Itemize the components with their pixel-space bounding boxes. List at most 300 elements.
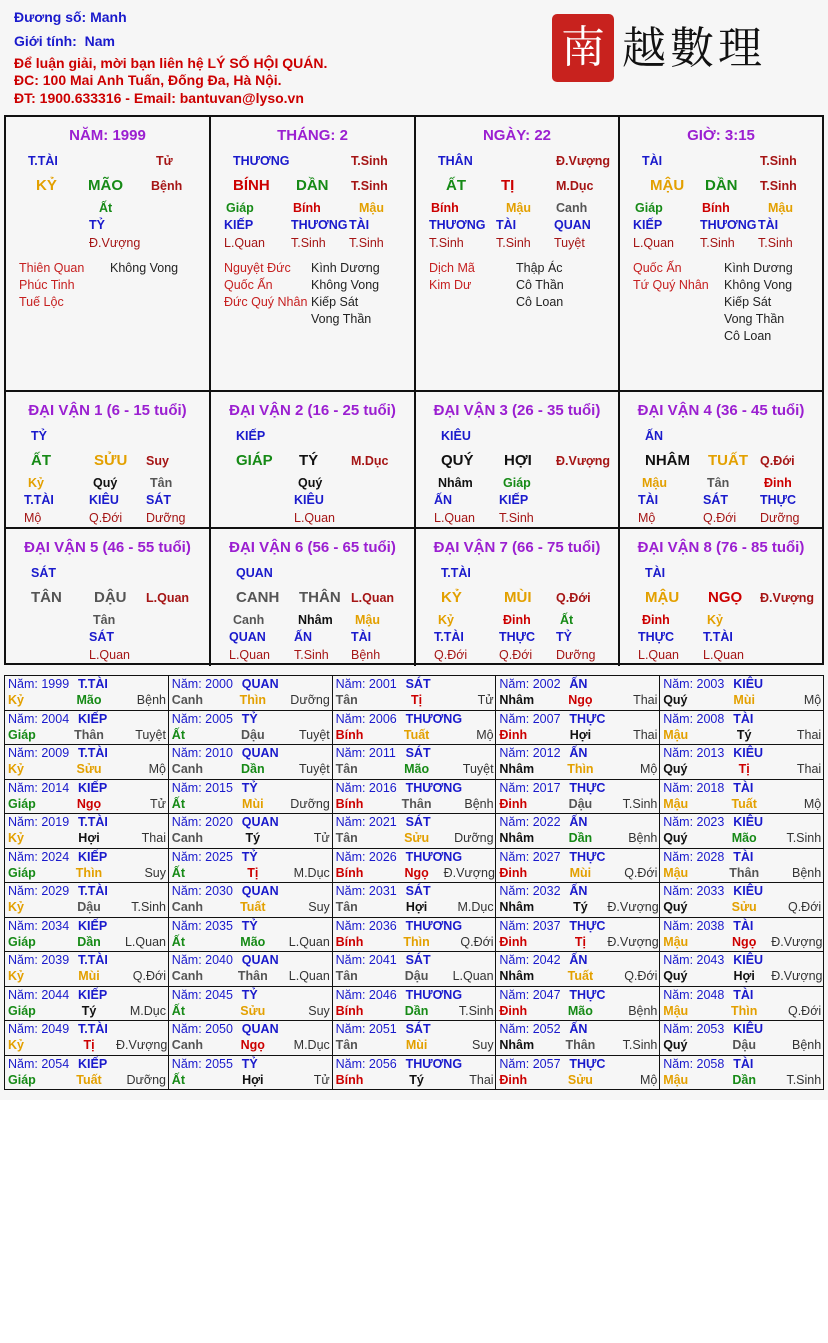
year-ten-god: SÁT [405, 1022, 431, 1036]
year-ten-god: ẤN [569, 746, 588, 760]
dai-van-hidden-god: QUAN [229, 630, 266, 644]
year-cell[interactable] [168, 779, 332, 814]
year-state: Đ.Vượng [771, 934, 823, 949]
year-ten-god: TỶ [241, 711, 258, 726]
year-stem: Mậu [663, 727, 689, 742]
year-cell[interactable] [660, 676, 824, 711]
year-branch: Thìn [75, 865, 103, 880]
dai-van-hidden-state: Q.Đới [434, 648, 468, 662]
year-state: Tuyệt [135, 727, 166, 742]
year-stem: Kỷ [8, 1038, 24, 1052]
year-row [5, 883, 824, 918]
year-cell[interactable] [496, 814, 660, 849]
year-state: Đ.Vượng [771, 969, 823, 983]
year-stem: Giáp [8, 796, 36, 811]
year-branch: Mùi [569, 865, 592, 880]
year-state: Q.Đới [460, 934, 494, 949]
pillar-branch-state: Bệnh [151, 179, 183, 193]
year-row [5, 1055, 824, 1090]
year-state: Tuyệt [462, 762, 494, 776]
dai-van-hidden-stem: Kỷ [438, 613, 454, 627]
year-number: Năm: 2014 [8, 780, 70, 795]
dai-van-title: ĐẠI VẬN 8 (76 - 85 tuổi) [637, 539, 805, 556]
dai-van-hidden-god: KIÊU [294, 493, 324, 507]
dai-van-hidden-state: L.Quan [703, 648, 745, 662]
year-stem: Kỷ [8, 762, 24, 776]
pillars-grid [4, 115, 824, 665]
hidden-state: T.Sinh [291, 236, 326, 250]
year-number: Năm: 2017 [499, 780, 561, 795]
year-number: Năm: 2027 [499, 849, 561, 864]
year-branch: Ngọ [404, 865, 429, 880]
year-branch: Thìn [403, 934, 430, 949]
dai-van-6 [211, 529, 416, 666]
year-ten-god: THỰC [569, 918, 606, 933]
dai-van-hidden-stem: Ất [560, 613, 574, 627]
year-cell[interactable] [496, 883, 660, 918]
year-cell[interactable] [5, 848, 169, 883]
year-ten-god: TÀI [733, 711, 754, 726]
dai-van-hidden-god: T.TÀI [434, 630, 464, 644]
year-cell[interactable] [5, 1021, 169, 1056]
year-cell[interactable] [332, 814, 496, 849]
year-ten-god: SÁT [405, 953, 431, 967]
year-cell[interactable] [5, 779, 169, 814]
year-state: Dưỡng [290, 796, 330, 811]
year-ten-god: T.TÀI [78, 815, 108, 829]
year-state: T.Sinh [786, 831, 822, 845]
hidden-stem: Giáp [226, 201, 254, 215]
dai-van-hidden-state: Dưỡng [760, 511, 800, 525]
year-number: Năm: 2056 [335, 1056, 397, 1071]
pillar-top-state: Tử [156, 154, 173, 168]
pillar-branch: MÃO [88, 177, 123, 194]
year-ten-god: QUAN [241, 677, 279, 691]
year-cell[interactable] [332, 676, 496, 711]
dai-van-branch: DẬU [94, 589, 127, 606]
dai-van-state: Q.Đới [556, 591, 591, 605]
dai-van-hidden-god: TÀI [351, 630, 372, 644]
dai-van-hidden-stem: Mậu [642, 476, 667, 490]
year-cell[interactable] [168, 952, 332, 987]
year-number: Năm: 2040 [171, 953, 233, 967]
dai-van-1 [6, 392, 211, 529]
year-cell[interactable] [332, 710, 496, 745]
hidden-state: L.Quan [224, 236, 266, 250]
year-ten-god: THƯƠNG [405, 987, 463, 1002]
year-number: Năm: 2042 [499, 953, 561, 967]
hidden-god: TÀI [758, 218, 779, 232]
year-branch: Tuất [240, 900, 266, 914]
dai-van-stem: CANH [236, 589, 280, 606]
year-state: Q.Đới [624, 865, 658, 880]
dai-van-top-god: TÀI [645, 566, 666, 580]
year-branch: Tuất [76, 1072, 102, 1087]
year-number: Năm: 2058 [663, 1056, 725, 1071]
year-stem: Bính [335, 865, 364, 880]
year-branch: Thìn [730, 1003, 758, 1018]
year-stem: Ất [171, 934, 185, 949]
year-cell[interactable] [5, 952, 169, 987]
year-stem: Giáp [8, 1072, 36, 1087]
year-ten-god: ẤN [569, 953, 588, 967]
year-state: Đ.Vượng [607, 934, 659, 949]
year-cell[interactable] [168, 710, 332, 745]
pillar-top-star: THƯƠNG [233, 154, 290, 168]
year-branch: Dậu [568, 796, 593, 811]
year-branch: Ngọ [240, 1038, 265, 1052]
year-state: Thai [633, 693, 658, 707]
year-number: Năm: 2018 [663, 780, 725, 795]
year-state: Đ.Vượng [607, 900, 659, 914]
year-cell[interactable] [168, 883, 332, 918]
year-cell[interactable] [168, 676, 332, 711]
year-cell[interactable] [5, 917, 169, 952]
year-branch: Dần [568, 831, 593, 845]
year-cell[interactable] [168, 745, 332, 780]
dai-van-hidden-stem: Tân [707, 476, 730, 490]
year-ten-god: T.TÀI [78, 884, 108, 898]
year-cell[interactable] [5, 883, 169, 918]
year-cell[interactable] [496, 986, 660, 1021]
pillar-stem: ẤT [446, 177, 466, 194]
year-branch: Thân [729, 865, 760, 880]
year-stem: Ất [171, 865, 185, 880]
year-cell[interactable] [660, 883, 824, 918]
year-stem: Canh [171, 969, 204, 983]
year-row [5, 745, 824, 780]
year-branch: Thân [401, 796, 432, 811]
year-number: Năm: 2046 [335, 987, 397, 1002]
hidden-stem: Bính [293, 201, 321, 215]
year-ten-god: SÁT [405, 815, 431, 829]
year-state: Bệnh [791, 865, 822, 880]
year-cell[interactable] [332, 1055, 496, 1090]
year-cell[interactable] [660, 814, 824, 849]
year-state: Mộ [148, 762, 166, 776]
dai-van-state: L.Quan [351, 591, 395, 605]
year-stem: Giáp [8, 865, 36, 880]
hidden-state: Đ.Vượng [89, 236, 141, 250]
dai-van-hidden-stem: Mậu [355, 613, 380, 627]
year-cell[interactable] [5, 745, 169, 780]
year-cell[interactable] [660, 952, 824, 987]
year-cell[interactable] [332, 917, 496, 952]
dai-van-hidden-god: T.TÀI [24, 493, 54, 507]
year-state: T.Sinh [786, 1072, 822, 1087]
year-branch: Mão [76, 693, 102, 707]
logo-calligraphy: 越數理 [622, 23, 766, 74]
year-ten-god: KIẾP [78, 987, 108, 1002]
year-cell[interactable] [332, 952, 496, 987]
year-branch: Tị [411, 693, 423, 707]
year-branch: Thân [74, 727, 104, 742]
year-number: Năm: 2007 [499, 711, 561, 726]
year-branch: Mùi [405, 1038, 428, 1052]
year-ten-god: ẤN [569, 815, 588, 829]
year-cell[interactable] [496, 676, 660, 711]
year-cell[interactable] [660, 986, 824, 1021]
year-cell[interactable] [5, 676, 169, 711]
year-state: Thai [633, 727, 658, 742]
year-number: Năm: 2011 [335, 746, 396, 760]
year-cell[interactable] [660, 1055, 824, 1090]
year-ten-god: QUAN [241, 884, 279, 898]
dai-van-top-god: KIẾP [236, 429, 266, 443]
dai-van-stem: TÂN [31, 589, 62, 606]
year-number: Năm: 2045 [171, 987, 233, 1002]
hidden-stem: Bính [431, 201, 459, 215]
year-branch: Tị [574, 934, 586, 949]
year-state: Bệnh [464, 796, 494, 811]
year-ten-god: THỰC [569, 711, 606, 726]
year-cell[interactable] [5, 814, 169, 849]
dai-van-hidden-god: KIẾP [499, 493, 529, 507]
year-stem: Đinh [499, 796, 528, 811]
year-stem: Canh [171, 831, 204, 845]
year-cell[interactable] [168, 1021, 332, 1056]
year-cell[interactable] [168, 848, 332, 883]
year-state: Đ.Vượng [443, 865, 495, 880]
year-branch: Thân [565, 1038, 596, 1052]
year-branch: Hợi [78, 831, 100, 845]
year-state: M.Dục [293, 865, 330, 880]
year-row [5, 676, 824, 711]
year-stem: Tân [335, 762, 358, 776]
year-branch: Dần [404, 1003, 429, 1018]
star-inauspicious: Cô Loan [724, 329, 772, 343]
year-state: Đ.Vượng [116, 1038, 168, 1052]
year-state: Q.Đới [624, 969, 658, 983]
year-cell[interactable] [496, 917, 660, 952]
dai-van-branch: TÝ [299, 452, 319, 469]
dai-van-top-god: SÁT [31, 566, 56, 580]
year-state: Tuyệt [298, 727, 330, 742]
year-ten-god: QUAN [241, 815, 279, 829]
dai-van-state: M.Dục [351, 454, 389, 468]
year-cell[interactable] [5, 1055, 169, 1090]
year-stem: Đinh [499, 1072, 528, 1087]
year-branch: Sửu [76, 762, 102, 776]
dai-van-title: ĐẠI VẬN 3 (26 - 35 tuổi) [433, 402, 601, 419]
pillar-branch: DẦN [296, 177, 329, 194]
year-stem: Nhâm [499, 831, 535, 845]
contact-line-1: Để luận giải, mời bạn liên hệ LÝ SỐ HỘI QUÁN. [14, 55, 328, 71]
hidden-god: KIẾP [633, 218, 663, 232]
year-state: T.Sinh [622, 796, 658, 811]
year-branch: Tuất [731, 796, 757, 811]
year-number: Năm: 2031 [335, 884, 397, 898]
dai-van-hidden-state: Mộ [24, 511, 42, 525]
hidden-stem: Mậu [768, 201, 793, 215]
year-number: Năm: 2041 [335, 953, 397, 967]
year-cell[interactable] [660, 745, 824, 780]
year-cell[interactable] [660, 917, 824, 952]
year-state: T.Sinh [622, 1038, 658, 1052]
dai-van-stem: NHÂM [645, 452, 690, 469]
year-ten-god: KIẾP [78, 849, 108, 864]
pillar-title: GIỜ: 3:15 [687, 127, 755, 144]
year-stem: Quý [663, 1038, 688, 1052]
year-number: Năm: 2005 [171, 711, 233, 726]
hidden-god: KIẾP [224, 218, 254, 232]
year-stem: Kỷ [8, 831, 24, 845]
year-cell[interactable] [332, 986, 496, 1021]
year-cell[interactable] [168, 1055, 332, 1090]
dai-van-7 [416, 529, 620, 666]
year-cell[interactable] [496, 1055, 660, 1090]
dai-van-hidden-stem: Quý [93, 476, 118, 490]
pillar-title: NGÀY: 22 [482, 127, 552, 144]
dai-van-hidden-stem: Quý [298, 476, 323, 490]
dai-van-title: ĐẠI VẬN 2 (16 - 25 tuổi) [229, 402, 396, 419]
year-cell[interactable] [660, 779, 824, 814]
year-cell[interactable] [660, 848, 824, 883]
year-branch: Dậu [77, 900, 101, 914]
dai-van-branch: HỢI [504, 452, 532, 469]
year-ten-god: TỶ [241, 987, 258, 1002]
pillar-0 [6, 117, 211, 392]
year-branch: Ngọ [76, 796, 102, 811]
year-stem: Tân [335, 969, 358, 983]
pillar-top-state: T.Sinh [760, 154, 797, 168]
year-stem: Mậu [663, 934, 689, 949]
year-stem: Quý [663, 693, 688, 707]
year-ten-god: THƯƠNG [405, 849, 463, 864]
year-number: Năm: 2044 [8, 987, 70, 1002]
year-stem: Bính [335, 934, 364, 949]
dai-van-state: Q.Đới [760, 454, 795, 468]
dai-van-hidden-stem: Kỷ [707, 613, 723, 627]
year-cell[interactable] [496, 1021, 660, 1056]
year-ten-god: KIÊU [733, 953, 764, 967]
year-state: Suy [144, 865, 166, 880]
pillar-top-star: T.TÀI [28, 154, 58, 168]
year-branch: Ngọ [732, 934, 757, 949]
year-number: Năm: 2003 [663, 677, 725, 691]
year-state: T.Sinh [131, 900, 166, 914]
year-number: Năm: 2051 [335, 1022, 397, 1036]
dai-van-hidden-state: Dưỡng [146, 511, 186, 525]
year-stem: Mậu [663, 865, 689, 880]
hidden-state: T.Sinh [496, 236, 531, 250]
year-number: Năm: 2043 [663, 953, 725, 967]
year-cell[interactable] [496, 848, 660, 883]
dai-van-hidden-state: L.Quan [294, 511, 336, 525]
pillar-2 [416, 117, 620, 392]
year-cell[interactable] [5, 986, 169, 1021]
year-cell[interactable] [168, 814, 332, 849]
year-cell[interactable] [332, 883, 496, 918]
pillar-top-star: TÀI [642, 154, 663, 168]
dai-van-stem: QUÝ [441, 452, 474, 469]
year-number: Năm: 2036 [335, 918, 397, 933]
year-ten-god: THỰC [569, 849, 606, 864]
dai-van-hidden-stem: Đinh [764, 476, 792, 490]
pillar-title: NĂM: 1999 [69, 127, 146, 144]
dai-van-state: Đ.Vượng [556, 454, 611, 468]
red-seal-logo: 南 [552, 14, 614, 82]
year-cell[interactable] [496, 952, 660, 987]
year-cell[interactable] [168, 917, 332, 952]
year-cell[interactable] [332, 745, 496, 780]
year-branch: Tị [83, 1038, 95, 1052]
year-row [5, 917, 824, 952]
year-ten-god: TỶ [241, 918, 258, 933]
year-cell[interactable] [332, 848, 496, 883]
year-branch: Tý [736, 727, 752, 742]
year-state: Suy [308, 900, 330, 914]
year-cell[interactable] [660, 710, 824, 745]
star-auspicious: Tuế Lộc [19, 295, 64, 309]
year-branch: Tị [738, 762, 750, 776]
year-number: Năm: 2000 [171, 677, 233, 691]
pillar-title: THÁNG: 2 [277, 127, 348, 144]
hidden-state: L.Quan [633, 236, 675, 250]
year-ten-god: KIẾP [78, 711, 108, 726]
year-branch: Sửu [240, 1003, 266, 1018]
hidden-stem: Bính [702, 201, 730, 215]
year-ten-god: THỰC [569, 987, 606, 1002]
year-cell[interactable] [332, 779, 496, 814]
year-cell[interactable] [660, 1021, 824, 1056]
year-number: Năm: 2039 [8, 953, 70, 967]
year-branch: Tý [245, 831, 261, 845]
year-branch: Mùi [78, 969, 100, 983]
pillar-3 [620, 117, 822, 392]
star-inauspicious: Không Vong [110, 261, 179, 275]
contact-line-3: ĐT: 1900.633316 - Email: bantuvan@lyso.vn [14, 90, 304, 106]
year-cell[interactable] [496, 779, 660, 814]
dai-van-branch: NGỌ [708, 589, 743, 606]
year-cell[interactable] [168, 986, 332, 1021]
year-number: Năm: 2047 [499, 987, 561, 1002]
year-cell[interactable] [332, 1021, 496, 1056]
year-stem: Nhâm [499, 693, 535, 707]
year-state: Q.Đới [787, 1003, 822, 1018]
year-number: Năm: 2035 [171, 918, 233, 933]
star-auspicious: Thiên Quan [19, 261, 85, 275]
dai-van-hidden-state: L.Quan [434, 511, 476, 525]
year-number: Năm: 2012 [499, 746, 561, 760]
year-cell[interactable] [496, 745, 660, 780]
dai-van-hidden-stem: Kỷ [28, 476, 44, 490]
name-line: Đương số: Manh [14, 9, 127, 25]
hidden-state: T.Sinh [429, 236, 464, 250]
year-branch: Sửu [567, 1072, 593, 1087]
dai-van-hidden-god: SÁT [89, 630, 114, 644]
year-stem: Tân [335, 693, 358, 707]
year-number: Năm: 2002 [499, 677, 561, 691]
year-cell[interactable] [496, 710, 660, 745]
year-state: L.Quan [124, 934, 166, 949]
year-stem: Kỷ [8, 693, 24, 707]
year-number: Năm: 2037 [499, 918, 561, 933]
year-branch: Tuất [403, 727, 430, 742]
pillar-branch-state: T.Sinh [351, 179, 388, 193]
year-cell[interactable] [5, 710, 169, 745]
year-ten-god: TÀI [733, 849, 754, 864]
pillar-top-state: Đ.Vượng [556, 154, 611, 168]
year-stem: Canh [171, 900, 204, 914]
contact-line-2: ĐC: 100 Mai Anh Tuấn, Đống Đa, Hà Nội. [14, 72, 282, 88]
year-ten-god: QUAN [241, 746, 279, 760]
dai-van-hidden-stem: Nhâm [298, 613, 333, 627]
year-stem: Giáp [8, 727, 36, 742]
year-state: Mộ [640, 1072, 658, 1087]
year-stem: Ất [171, 1072, 185, 1087]
star-auspicious: Quốc Ấn [224, 278, 273, 292]
